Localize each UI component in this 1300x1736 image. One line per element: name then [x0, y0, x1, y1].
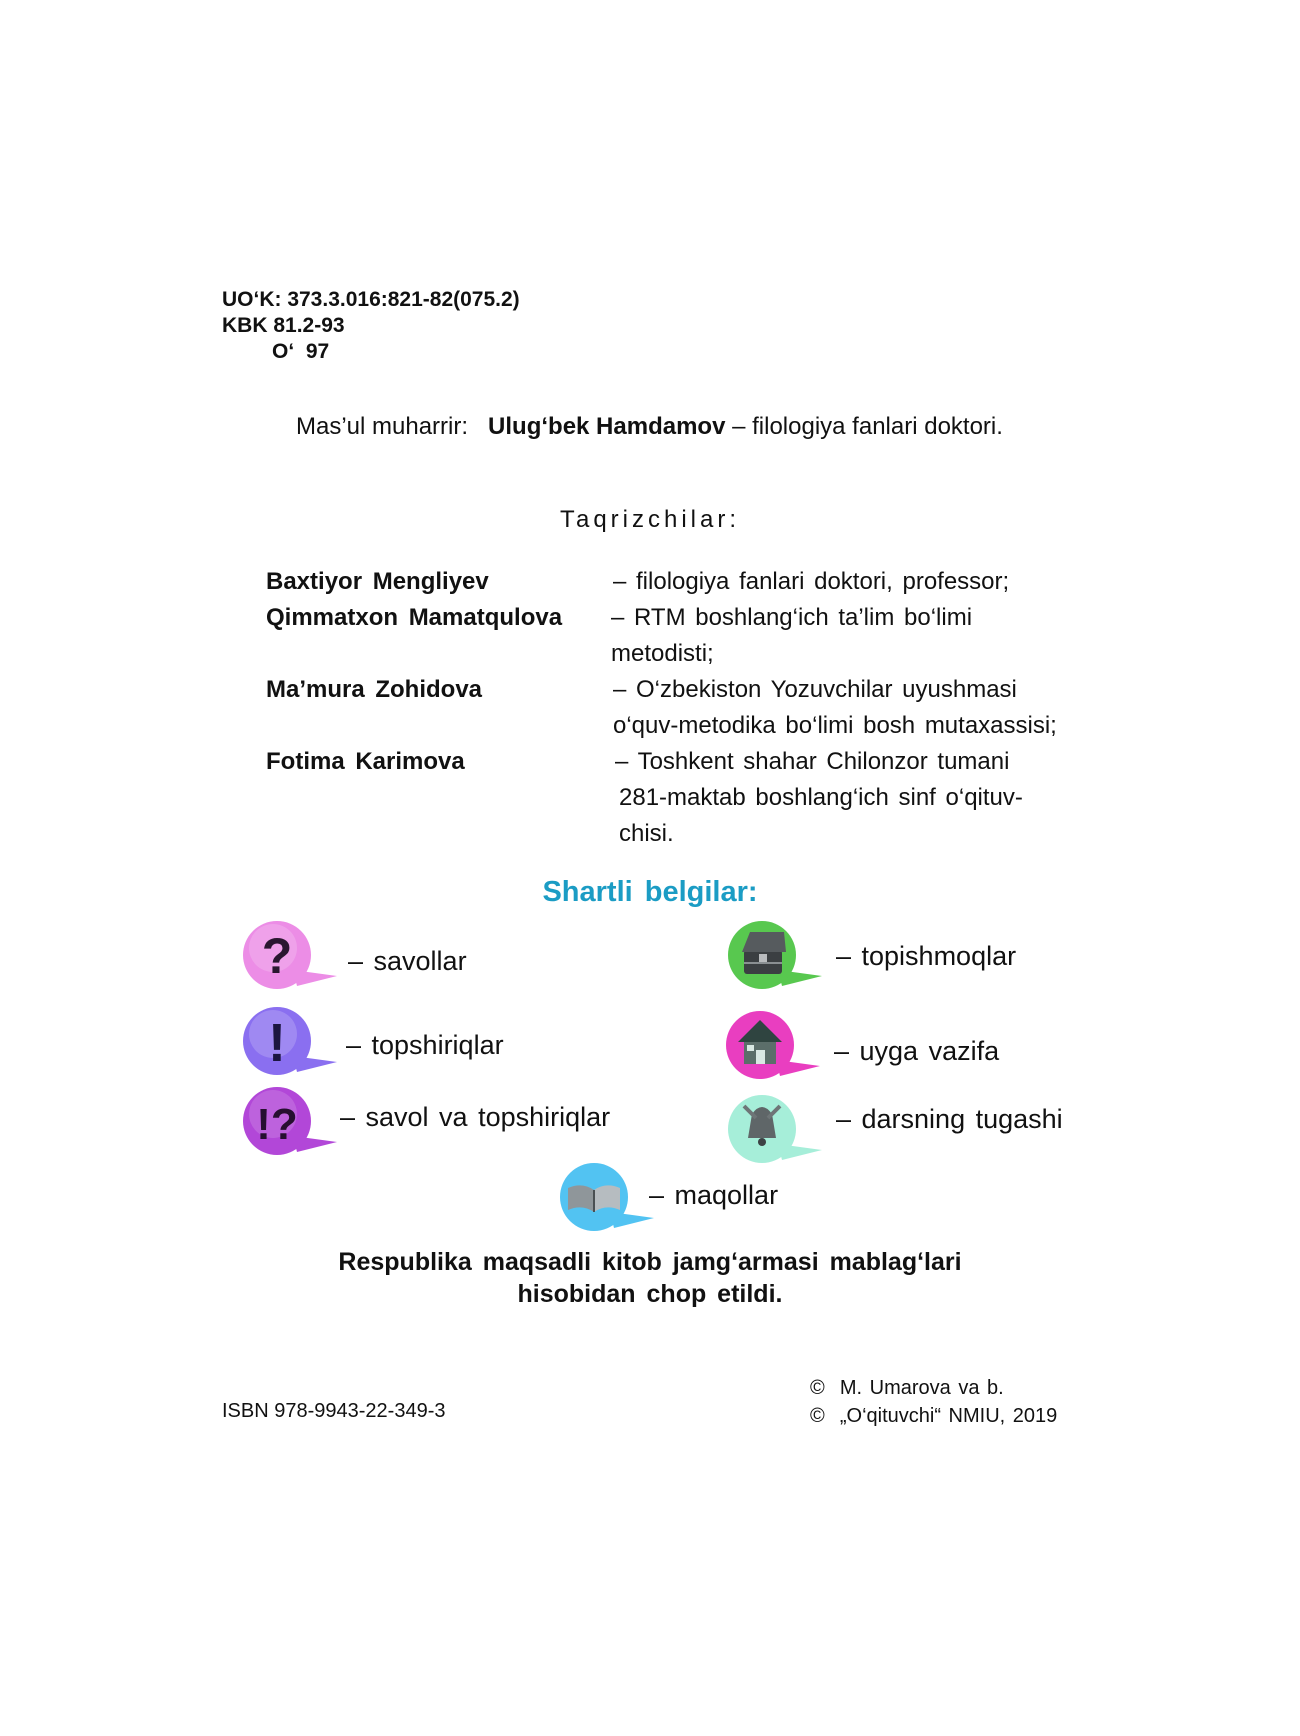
legend-label: – topshiriqlar [346, 1030, 504, 1060]
copyright-line: © M. Umarova va b. [810, 1377, 1004, 1399]
svg-text:?: ? [261, 928, 293, 984]
question-mark-icon [243, 918, 339, 992]
reviewer-description [613, 672, 1057, 744]
funding-line: Respublika maqsadli kitob jamg‘armasi mablag‘lari [338, 1248, 962, 1276]
copyright [810, 1374, 1057, 1430]
legend-label: – maqollar [649, 1180, 779, 1210]
reviewer-description [611, 600, 972, 672]
house-icon [726, 1008, 822, 1082]
reviewer-name: Baxtiyor Mengliyev [266, 568, 489, 595]
reviewer-description-line: – Toshkent shahar Chilonzor tumani [615, 748, 1010, 775]
reviewer-name: Fotima Karimova [266, 748, 465, 775]
legend-title: Shartli belgilar: [542, 876, 758, 908]
editor-title: – filologiya fanlari doktori. [732, 413, 1003, 440]
svg-text:!?: !? [256, 1100, 298, 1149]
reviewer-name: Ma’mura Zohidova [266, 676, 483, 703]
reviewer-description-line: – RTM boshlang‘ich ta’lim bo‘limi [611, 604, 973, 631]
reviewer-description-line: – O‘zbekiston Yozuvchilar uyushmasi [613, 676, 1017, 703]
exclamation-mark-icon [243, 1004, 339, 1078]
isbn: ISBN 978-9943-22-349-3 [222, 1400, 446, 1422]
reviewers-heading: Taqrizchilar: [559, 506, 741, 533]
copyright-line: © „O‘qituvchi“ NMIU, 2019 [810, 1405, 1058, 1427]
funding-note [0, 1246, 1300, 1310]
reviewer-description-line: metodisti; [611, 640, 714, 667]
udk-code: UO‘K: 373.3.016:821-82(075.2) [222, 288, 520, 311]
bell-icon [728, 1092, 824, 1166]
editor-name: Ulug‘bek Hamdamov [488, 413, 726, 440]
reviewer-description-line: o‘quv-metodika bo‘limi bosh mutaxassisi; [613, 712, 1057, 739]
reviewer-description-line: – filologiya fanlari doktori, professor; [613, 568, 1010, 595]
open-book-icon [560, 1160, 656, 1234]
legend-label: – darsning tugashi [836, 1104, 1063, 1134]
interrobang-icon [243, 1084, 339, 1158]
legend-label: – topishmoqlar [836, 941, 1017, 971]
legend-label: – savol va topshiriqlar [340, 1102, 611, 1132]
reviewer-name: Qimmatxon Mamatqulova [266, 604, 563, 631]
reviewer-description [615, 744, 1023, 852]
svg-text:!: ! [268, 1013, 286, 1073]
legend-label: – uyga vazifa [834, 1036, 1000, 1066]
editor-label: Mas’ul muharrir: [296, 413, 469, 440]
author-mark-code: O‘ 97 [272, 340, 330, 363]
legend-label: – savollar [348, 946, 467, 976]
editor-line [296, 413, 1003, 441]
reviewer-description-line: chisi. [619, 820, 674, 847]
reviewer-description [613, 564, 1009, 600]
kbk-code: KBK 81.2-93 [222, 314, 345, 337]
reviewer-description-line: 281-maktab boshlang‘ich sinf o‘qituv- [619, 784, 1023, 811]
treasure-chest-icon [728, 918, 824, 992]
funding-line: hisobidan chop etildi. [517, 1280, 783, 1308]
